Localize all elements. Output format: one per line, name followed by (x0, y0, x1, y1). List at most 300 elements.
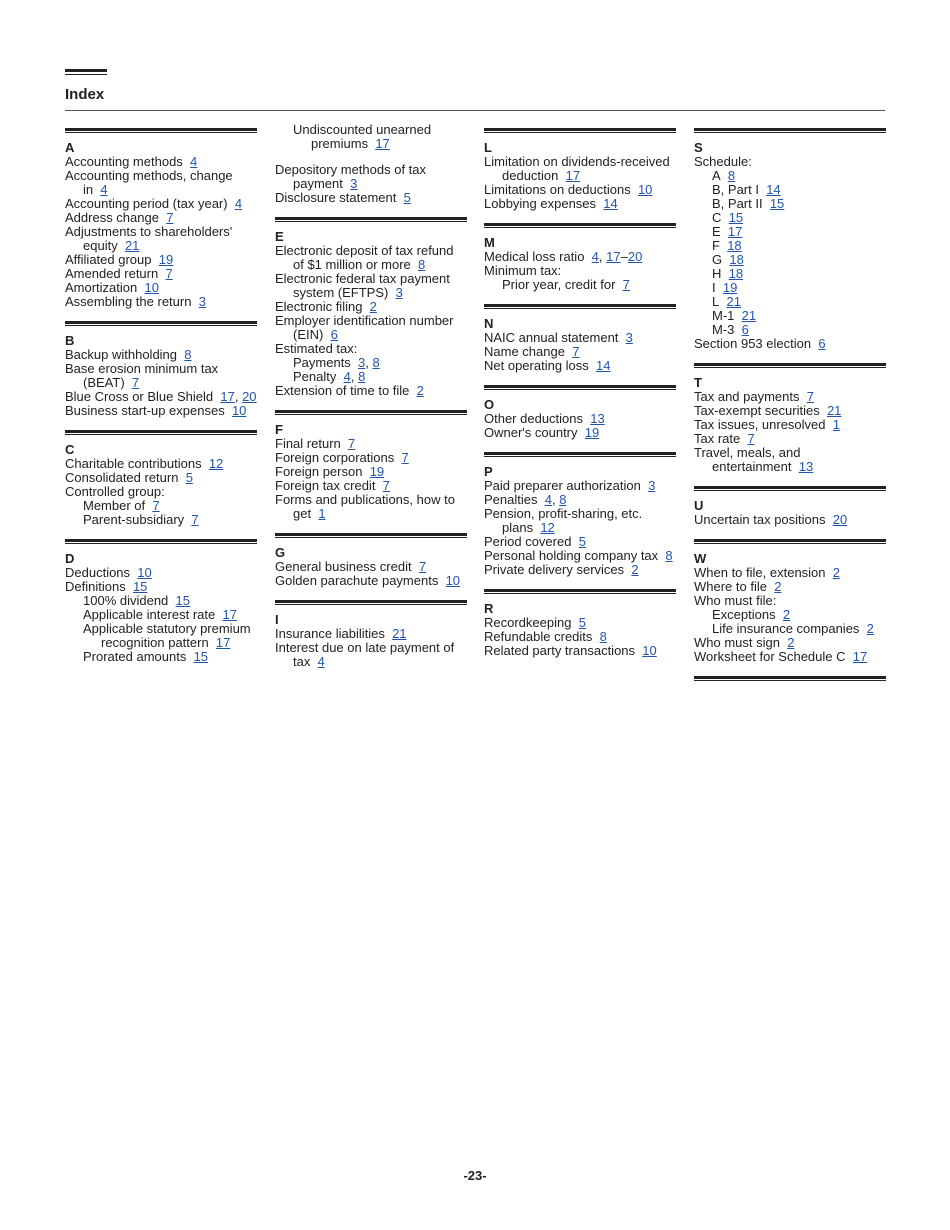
entry-text: Electronic federal tax payment system (EFTPS) (275, 271, 450, 300)
entry-text: Where to file (694, 579, 767, 594)
page-link[interactable]: 7 (131, 375, 140, 390)
page-link[interactable]: 15 (132, 579, 148, 594)
section-rule (694, 539, 886, 544)
entry-text: Definitions (65, 579, 126, 594)
section-letter: D (65, 551, 75, 566)
section-letter: A (65, 140, 75, 155)
entry-text: Base erosion minimum tax (BEAT) (65, 361, 219, 390)
entry-text: Address change (65, 210, 159, 225)
index-entry (694, 197, 886, 211)
entry-text: Member of (83, 498, 146, 513)
page-link[interactable]: 15 (175, 593, 190, 608)
page-link[interactable]: 1 (832, 417, 840, 432)
entry-text: H (712, 266, 722, 281)
section-letter: B (65, 333, 75, 348)
entry-text: Assembling the return (65, 294, 192, 309)
entry-text: Uncertain tax positions (694, 512, 826, 527)
page-link[interactable]: 7 (152, 498, 160, 513)
entry-text: Accounting methods, change in (65, 168, 233, 197)
page-separator: , (598, 249, 607, 264)
index-entry (65, 253, 257, 267)
index-entry (484, 331, 676, 345)
page-separator: , (350, 369, 359, 384)
entry-text: Forms and publications, how to get (275, 492, 455, 521)
index-entry (484, 359, 676, 373)
page-link[interactable]: 8 (599, 629, 607, 644)
entry-text: G (712, 252, 723, 267)
page-link[interactable]: 3 (648, 478, 656, 493)
index-entry (694, 309, 886, 323)
index-entry (694, 323, 886, 337)
entry-text: F (712, 238, 720, 253)
index-section-s (694, 128, 886, 351)
page-link[interactable]: 21 (392, 626, 407, 641)
page-link[interactable]: 8 (665, 548, 673, 563)
index-entry (484, 264, 676, 278)
page-link[interactable]: 19 (584, 425, 600, 440)
index-entry (65, 499, 257, 513)
page-link[interactable]: 5 (578, 534, 586, 549)
index-entry (694, 239, 886, 253)
entry-text: Applicable statutory premium recognition pattern (83, 621, 251, 650)
page-link[interactable]: 8 (372, 355, 380, 370)
page-link[interactable]: 17 (852, 649, 868, 664)
page-link[interactable]: 7 (747, 431, 755, 446)
page-link[interactable]: 8 (418, 257, 426, 272)
index-entry (275, 272, 467, 300)
page-link[interactable]: 17 (220, 389, 235, 404)
page-link[interactable]: 19 (158, 252, 174, 267)
page-link[interactable]: 8 (559, 492, 567, 507)
section-letter: M (484, 235, 495, 250)
entry-text: Golden parachute payments (275, 573, 439, 588)
index-entry (275, 560, 467, 574)
index-entry (65, 513, 257, 527)
page-link[interactable]: 18 (727, 238, 742, 253)
index-section-e (275, 217, 467, 398)
index-section-i (275, 600, 467, 669)
index-entry (65, 348, 257, 362)
index-entry (694, 404, 886, 418)
index-entry (275, 300, 467, 314)
index-entry (275, 356, 467, 370)
page-link[interactable]: 21 (124, 238, 140, 253)
entry-text: Personal holding company tax (484, 548, 659, 563)
entry-text: Tax and payments (694, 389, 800, 404)
index-entry (484, 563, 676, 577)
page-title: Index (65, 86, 105, 103)
index-entry (275, 384, 467, 398)
top-rule (65, 69, 107, 75)
index-section-p (484, 452, 676, 577)
entry-text: Life insurance companies (712, 621, 860, 636)
entry-text: Penalties (484, 492, 538, 507)
page-link[interactable]: 15 (728, 210, 744, 225)
index-entry (694, 636, 886, 650)
page-link[interactable]: 7 (622, 277, 630, 292)
page-link[interactable]: 20 (832, 512, 848, 527)
index-entry (694, 295, 886, 309)
entry-text: Employer identification number (EIN) (275, 313, 454, 342)
index-section-c (65, 430, 257, 527)
page-link[interactable]: 6 (330, 327, 338, 342)
index-entry (484, 507, 676, 535)
index-entry (275, 370, 467, 384)
index-column-3 (484, 123, 676, 670)
index-entry (694, 566, 886, 580)
page-link[interactable]: 10 (231, 403, 247, 418)
page-link[interactable]: 4 (544, 492, 552, 507)
index-entry (65, 594, 257, 608)
index-entry (65, 457, 257, 471)
page-link[interactable]: 7 (347, 436, 356, 451)
index-entry (484, 535, 676, 549)
entry-text: Minimum tax: (484, 263, 562, 278)
section-letter: S (694, 140, 703, 155)
index-entry (65, 197, 257, 211)
index-entry (694, 650, 886, 664)
entry-text: Worksheet for Schedule C (694, 649, 846, 664)
page-link[interactable]: 14 (596, 358, 611, 373)
entry-text: C (712, 210, 722, 225)
page-link[interactable]: 7 (191, 512, 199, 527)
index-entry (275, 479, 467, 493)
page-link[interactable]: 20 (627, 249, 643, 264)
index-entry (484, 278, 676, 292)
page-link[interactable]: 3 (395, 285, 403, 300)
page-separator: , (234, 389, 243, 404)
section-letter: F (275, 422, 283, 437)
entry-text: Recordkeeping (484, 615, 572, 630)
entry-text: L (712, 294, 720, 309)
page-link[interactable]: 17 (727, 224, 743, 239)
index-column-4 (694, 123, 886, 681)
entry-text: Net operating loss (484, 358, 589, 373)
entry-text: Prorated amounts (83, 649, 187, 664)
entry-text: Backup withholding (65, 347, 178, 362)
page-link[interactable]: 19 (369, 464, 385, 479)
page-link[interactable]: 6 (818, 336, 826, 351)
page-link[interactable]: 13 (590, 411, 605, 426)
page-link[interactable]: 18 (728, 266, 744, 281)
index-entry (65, 608, 257, 622)
entry-text: Undiscounted unearned premiums (293, 122, 432, 151)
entry-text: Exceptions (712, 607, 776, 622)
index-section-continued (275, 163, 467, 205)
index-entry (694, 253, 886, 267)
index-entry (65, 485, 257, 499)
entry-text: Refundable credits (484, 629, 593, 644)
page-link[interactable]: 17 (565, 168, 581, 183)
entry-text: Consolidated return (65, 470, 179, 485)
section-letter: E (275, 229, 284, 244)
index-entry (484, 630, 676, 644)
entry-text: Amended return (65, 266, 159, 281)
page-link[interactable]: 19 (722, 280, 738, 295)
index-entry (275, 437, 467, 451)
section-letter: T (694, 375, 702, 390)
section-rule (275, 533, 467, 538)
index-entry (65, 225, 257, 253)
index-entry (484, 644, 676, 658)
entry-text: General business credit (275, 559, 412, 574)
index-entry (694, 155, 886, 169)
index-entry (65, 404, 257, 418)
entry-text: Deductions (65, 565, 131, 580)
entry-text: Interest due on late payment of tax (275, 640, 455, 669)
page-link[interactable]: 17 (375, 136, 390, 151)
index-entry (484, 197, 676, 211)
page-link[interactable]: 5 (578, 615, 586, 630)
entry-text: E (712, 224, 721, 239)
section-rule (694, 486, 886, 491)
entry-text: Disclosure statement (275, 190, 397, 205)
page-link[interactable]: 10 (445, 573, 461, 588)
entry-text: Who must sign (694, 635, 780, 650)
index-section-continued (275, 123, 467, 151)
page-link[interactable]: 14 (603, 196, 618, 211)
entry-text: Medical loss ratio (484, 249, 585, 264)
page-link[interactable]: 2 (866, 621, 874, 636)
index-section-b (65, 321, 257, 418)
entry-text: Electronic filing (275, 299, 363, 314)
section-letter: C (65, 442, 75, 457)
entry-text: Charitable contributions (65, 456, 202, 471)
entry-text: B, Part II (712, 196, 763, 211)
entry-text: Parent-subsidiary (83, 512, 185, 527)
page-link[interactable]: 3 (198, 294, 206, 309)
index-entry (694, 267, 886, 281)
page-separator: , (365, 355, 373, 370)
section-rule (484, 452, 676, 457)
index-section-o (484, 385, 676, 440)
page-link[interactable]: 21 (826, 403, 842, 418)
page-link[interactable]: 7 (401, 450, 409, 465)
entry-text: Limitation on dividends-received deduction (484, 154, 670, 183)
index-section-m (484, 223, 676, 292)
index-entry (694, 622, 886, 636)
section-rule (484, 385, 676, 390)
index-entry (484, 549, 676, 563)
entry-text: Tax rate (694, 431, 741, 446)
entry-text: Lobbying expenses (484, 196, 597, 211)
index-entry (484, 345, 676, 359)
page-link[interactable]: 10 (144, 280, 159, 295)
page-link[interactable]: 17 (215, 635, 231, 650)
entry-text: Payments (293, 355, 351, 370)
entry-text: Controlled group: (65, 484, 165, 499)
index-section-d (65, 539, 257, 664)
index-section-u (694, 486, 886, 527)
index-entry (694, 418, 886, 432)
section-rule (694, 363, 886, 368)
page-link[interactable]: 1 (318, 506, 326, 521)
page-link[interactable]: 7 (806, 389, 814, 404)
entry-text: Prior year, credit for (502, 277, 616, 292)
entry-text: Paid preparer authorization (484, 478, 641, 493)
page-link[interactable]: 17 (606, 249, 621, 264)
page-link[interactable]: 3 (350, 176, 358, 191)
page-separator: , (551, 492, 560, 507)
page-link[interactable]: 5 (403, 190, 411, 205)
entry-text: Blue Cross or Blue Shield (65, 389, 214, 404)
page-link[interactable]: 8 (358, 369, 366, 384)
entry-text: Pension, profit-sharing, etc. plans (484, 506, 643, 535)
index-entry (275, 627, 467, 641)
page-link[interactable]: 20 (242, 389, 257, 404)
title-rule (65, 110, 885, 111)
index-entry (65, 566, 257, 580)
index-entry (694, 432, 886, 446)
page-link[interactable]: 2 (631, 562, 639, 577)
page-link[interactable]: 7 (418, 559, 427, 574)
page-link[interactable]: 2 (774, 579, 782, 594)
index-entry (694, 446, 886, 474)
entry-text: Owner's country (484, 425, 578, 440)
entry-text: Extension of time to file (275, 383, 410, 398)
index-entry (275, 574, 467, 588)
index-entry (65, 295, 257, 309)
page-link[interactable]: 7 (572, 344, 580, 359)
index-entry (275, 641, 467, 669)
index-entry (65, 580, 257, 594)
index-entry (694, 225, 886, 239)
entry-text: Related party transactions (484, 643, 636, 658)
entry-text: M-1 (712, 308, 735, 323)
section-letter: N (484, 316, 494, 331)
section-rule (65, 539, 257, 544)
index-entry (275, 163, 467, 191)
index-entry (65, 471, 257, 485)
entry-text: Penalty (293, 369, 337, 384)
index-entry (275, 451, 467, 465)
index-entry (694, 281, 886, 295)
index-entry (694, 183, 886, 197)
section-rule (484, 304, 676, 309)
page-link[interactable]: 13 (798, 459, 814, 474)
page-link[interactable]: 2 (369, 299, 377, 314)
index-entry (694, 608, 886, 622)
index-entry (694, 169, 886, 183)
entry-text: M-3 (712, 322, 735, 337)
entry-text: Tax issues, unresolved (694, 417, 826, 432)
page-link[interactable]: 5 (185, 470, 193, 485)
entry-text: Foreign corporations (275, 450, 395, 465)
entry-text: Name change (484, 344, 565, 359)
index-entry (65, 362, 257, 390)
page-link[interactable]: 2 (782, 607, 791, 622)
index-entry (694, 211, 886, 225)
entry-text: Period covered (484, 534, 572, 549)
page-link[interactable]: 4 (100, 182, 108, 197)
entry-text: 100% dividend (83, 593, 169, 608)
page-link[interactable]: 10 (637, 182, 653, 197)
index-entry (694, 390, 886, 404)
page-link[interactable]: 2 (832, 565, 840, 580)
page-link[interactable]: 10 (137, 565, 152, 580)
page-link[interactable]: 6 (741, 322, 749, 337)
index-entry (275, 465, 467, 479)
page-link[interactable]: 3 (358, 355, 366, 370)
page-link[interactable]: 14 (766, 182, 781, 197)
index-section-n (484, 304, 676, 373)
section-rule (65, 321, 257, 326)
entry-text: NAIC annual statement (484, 330, 619, 345)
index-entry (65, 650, 257, 664)
index-entry (65, 390, 257, 404)
index-entry (484, 412, 676, 426)
entry-text: Private delivery services (484, 562, 625, 577)
entry-text: I (712, 280, 716, 295)
index-entry (65, 155, 257, 169)
page-link[interactable]: 8 (184, 347, 192, 362)
section-letter: I (275, 612, 279, 627)
page-link[interactable]: 10 (642, 643, 657, 658)
index-entry (694, 580, 886, 594)
page-number: -23- (463, 1168, 487, 1183)
entry-text: Foreign tax credit (275, 478, 376, 493)
entry-text: Insurance liabilities (275, 626, 385, 641)
section-letter: G (275, 545, 286, 560)
entry-text: Other deductions (484, 411, 584, 426)
index-section-r (484, 589, 676, 658)
page-link[interactable]: 4 (343, 369, 351, 384)
index-entry (65, 622, 257, 650)
page-link[interactable]: 15 (193, 649, 209, 664)
page-link[interactable]: 17 (222, 607, 237, 622)
page-link[interactable]: 7 (166, 210, 174, 225)
page-link[interactable]: 2 (787, 635, 795, 650)
page-link[interactable]: 3 (625, 330, 633, 345)
page-link[interactable]: 4 (234, 196, 243, 211)
index-column-1 (65, 123, 257, 676)
index-entry (484, 183, 676, 197)
index-entry (694, 337, 886, 351)
index-section-f (275, 410, 467, 521)
page-link[interactable]: 12 (540, 520, 555, 535)
index-entry (484, 426, 676, 440)
page-link[interactable]: 4 (591, 249, 599, 264)
page-link[interactable]: 4 (190, 154, 198, 169)
index-entry (484, 479, 676, 493)
section-letter: W (694, 551, 707, 566)
index-entry (275, 244, 467, 272)
entry-text: Travel, meals, and entertainment (694, 445, 801, 474)
page-link[interactable]: 18 (729, 252, 744, 267)
page-link[interactable]: 7 (165, 266, 173, 281)
index-column-2 (275, 123, 467, 681)
entry-text: Schedule: (694, 154, 752, 169)
entry-text: Applicable interest rate (83, 607, 216, 622)
entry-text: Final return (275, 436, 341, 451)
section-rule (65, 128, 257, 133)
page-link[interactable]: 8 (727, 168, 736, 183)
page-link[interactable]: 2 (416, 383, 424, 398)
index-entry (484, 250, 676, 264)
page-link[interactable]: 12 (208, 456, 224, 471)
entry-text: Tax-exempt securities (694, 403, 820, 418)
page-link[interactable]: 4 (317, 654, 325, 669)
page-link[interactable]: 7 (382, 478, 390, 493)
index-section-t (694, 363, 886, 474)
page-link[interactable]: 21 (741, 308, 757, 323)
page-link[interactable]: 15 (769, 196, 785, 211)
entry-text: When to file, extension (694, 565, 826, 580)
section-rule (484, 128, 676, 133)
index-entry (484, 155, 676, 183)
page-link[interactable]: 21 (726, 294, 741, 309)
section-letter: U (694, 498, 704, 513)
